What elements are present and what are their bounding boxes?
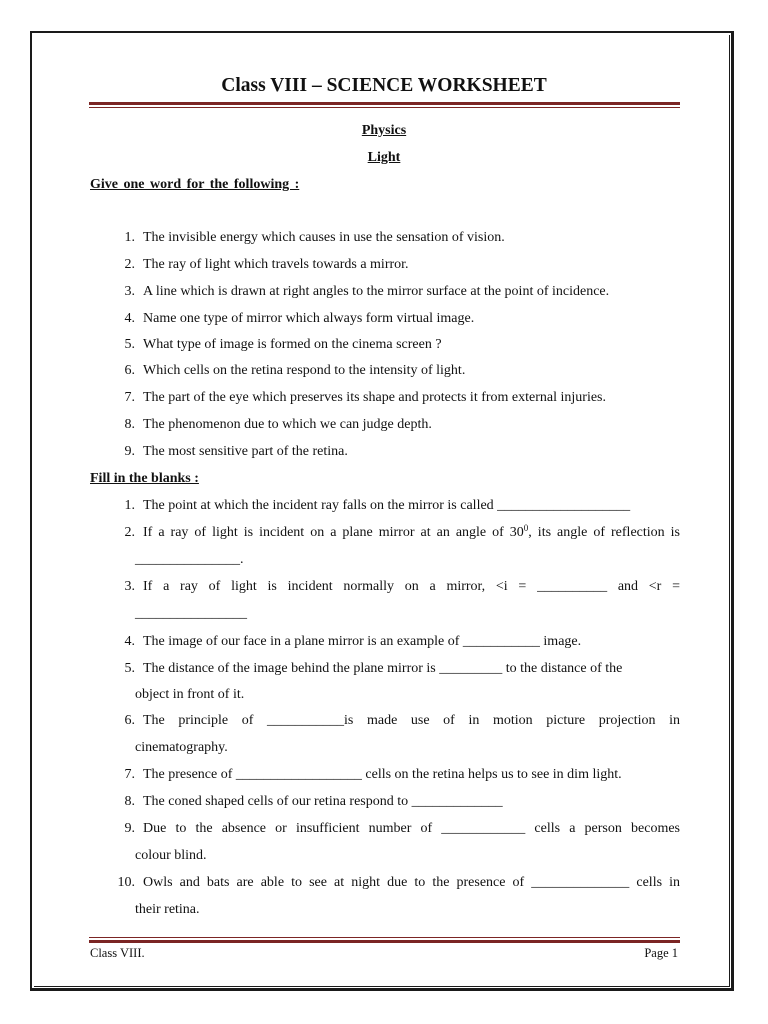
blank-item: 6. The principle of ___________is made use of in motion picture projection in [124,713,680,728]
footer-class: Class VIII. [90,946,145,960]
blank-item: 7. The presence of __________________ cells on the retina helps us to see in dim light. [124,767,622,782]
footer-rule-thick [89,940,680,943]
blank-item-continuation: colour blind. [135,848,207,863]
one-word-item: 7. The part of the eye which preserves its shape and protects it from external injuries. [124,390,607,405]
one-word-item: 1. The invisible energy which causes in use the sensation of vision. [124,230,505,245]
blank-item-continuation: their retina. [135,902,200,917]
blank-item-continuation: cinematography. [135,740,228,755]
one-word-item: 2. The ray of light which travels towards a mirror. [124,257,409,272]
blank-item: 10. Owls and bats are able to see at night due to the presence of ______________ cells in [117,875,680,890]
blank-item: 9. Due to the absence or insufficient number of ____________ cells a person becomes [124,821,680,836]
blank-item: 5. The distance of the image behind the plane mirror is _________ to the distance of the [124,661,623,676]
one-word-item: 8. The phenomenon due to which we can judge depth. [124,417,432,432]
title-rule-thin [89,107,680,108]
one-word-item: 5. What type of image is formed on the cinema screen ? [124,337,442,352]
one-word-item: 6. Which cells on the retina respond to the intensity of light. [124,363,466,378]
blank-item: 4. The image of our face in a plane mirror is an example of ___________ image. [124,634,582,649]
subject-heading: Physics [361,123,407,138]
blank-item: 8. The coned shaped cells of our retina respond to _____________ [124,794,503,809]
topic-heading: Light [367,150,401,165]
blank-item: 2. If a ray of light is incident on a plane mirror at an angle of $30^0$, its angle of reflection is [124,523,680,540]
one-word-item: 4. Name one type of mirror which always form virtual image. [124,311,475,326]
one-word-item: 3. A line which is drawn at right angles to the mirror surface at the point of incidence. [124,284,610,299]
one-word-heading: Give one word for the following : [90,177,300,192]
blank-item-continuation: object in front of it. [135,687,245,702]
one-word-item: 9. The most sensitive part of the retina. [124,444,348,459]
blank-item: 3. If a ray of light is incident normally on a mirror, <i = __________ and <r = [124,579,680,594]
footer-rule-thin [89,937,680,938]
title-rule-thick [89,102,680,105]
footer-page-number: Page 1 [644,946,678,960]
blanks-heading: Fill in the blanks : [90,471,199,486]
blank-item-continuation: _______________. [135,552,244,567]
worksheet-title: Class VIII – SCIENCE WORKSHEET [221,75,547,96]
blank-item: 1. The point at which the incident ray falls on the mirror is called ___________________ [124,498,631,513]
blank-item-continuation: ________________ [135,606,247,621]
